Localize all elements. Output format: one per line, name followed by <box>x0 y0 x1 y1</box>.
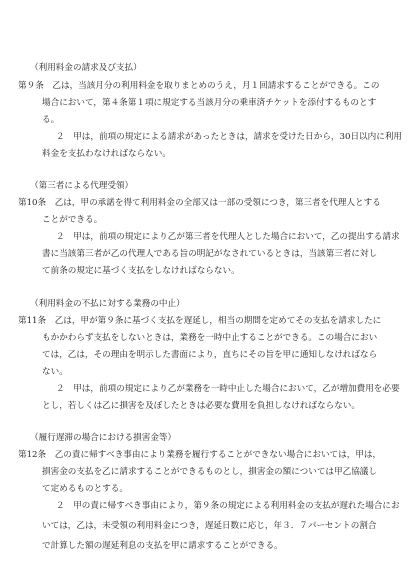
section-heading: （利用料金の請求及び支払） <box>30 63 142 73</box>
article-12-paragraph-2: ２ 甲の責に帰すべき事由により，第９条の規定による利用料金の支払が遅れた場合にお <box>56 501 400 511</box>
article-12-paragraph-2: で計算した額の遅延利息の支払を甲に請求することができる。 <box>42 541 283 551</box>
article-11-text: もかかわらず支払をしないときは，業務を一時中止することができる。この場合におい <box>42 333 378 343</box>
article-11-paragraph-2: とし，若しくは乙に損害を及ぼしたときは必要な費用を負担しなければならない。 <box>42 401 360 411</box>
article-9-text: る。 <box>42 115 60 125</box>
article-9-paragraph-2: ２ 甲は，前項の規定による請求があったときは，請求を受けた日から，30日以内に利用 <box>56 132 403 142</box>
article-9-text: 第９条 乙は，当該月分の利用料金を取りまとめのうえ，月１回請求することができる。この <box>18 81 380 91</box>
article-11-text: 第11条 乙は，甲が第９条に基づく支払を遅延し，相当の期間を定めてその支払を請求したに <box>18 316 382 326</box>
article-10-text: 第10条 乙は，甲の承諾を得て利用料金の全部又は一部の受領につき，第三者を代理人とする <box>18 198 381 208</box>
article-12-text: 損害金の支払を乙に請求することができるものとし，損害金の額については甲乙協議し <box>42 467 377 477</box>
article-12-text: 第12条 乙の責に帰すべき事由により業務を履行することができない場合においては，甲は， <box>18 450 382 460</box>
article-10-text: ことができる。 <box>42 215 103 225</box>
section-heading: （第三者による代理受領） <box>30 181 134 191</box>
article-9-text: 場合において，第４条第１項に規定する当該月分の乗車済チケットを添付するものとす <box>42 98 377 108</box>
article-11-text: ない。 <box>42 367 68 377</box>
article-11-text: ては，乙は，その理由を明示した書面により，直ちにその旨を甲に通知しなければなら <box>42 350 378 360</box>
article-11-paragraph-2: ２ 甲は，前項の規定により乙が業務を一時中止した場合において，乙が増加費用を必要 <box>56 384 400 394</box>
article-10-paragraph-2: て前条の規定に基づく支払をしなければならない。 <box>42 266 240 276</box>
article-9-paragraph-2: 料金を支払わなければならない。 <box>42 149 171 159</box>
article-12-paragraph-2: いては，乙は，未受領の利用料金につき，遅延日数に応じ，年３．７パーセントの割合 <box>42 521 377 531</box>
article-12-text: て定めるものとする。 <box>42 484 128 494</box>
section-heading: （履行遅滞の場合における損害金等） <box>30 433 177 443</box>
section-heading: （利用料金の不払に対する業務の中止） <box>30 299 185 309</box>
article-10-paragraph-2: ２ 甲は，前項の規定により乙が第三者を代理人とした場合において，乙の提出する請求 <box>56 232 400 242</box>
article-10-paragraph-2: 書に当該第三者が乙の代理人である旨の明記がなされているときは，当該第三者に対し <box>42 249 378 259</box>
